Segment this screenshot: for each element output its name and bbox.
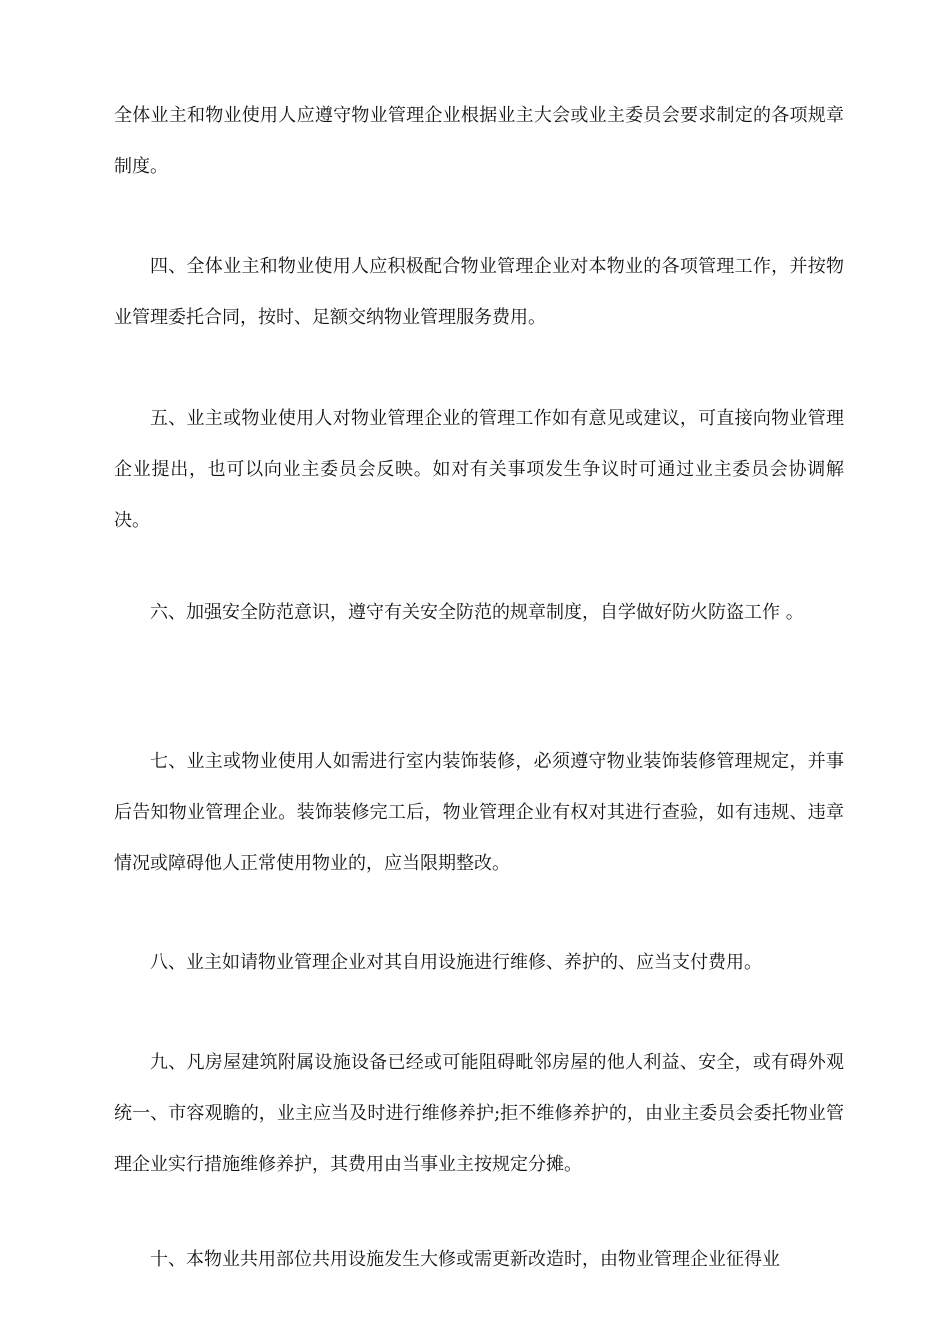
paragraph-item-7: 七、业主或物业使用人如需进行室内装饰装修，必须遵守物业装饰装修管理规定，并事后告知物业管理企业。装饰装修完工后，物业管理企业有权对其进行查验，如有违规、违章情况或障碍他人正常使用物业的，应当限期整改。 [114,751,844,874]
paragraph-item-9: 九、凡房屋建筑附属设施设备已经或可能阻碍毗邻房屋的他人利益、安全，或有碍外观统一、市容观瞻的，业主应当及时进行维修养护;拒不维修养护的，由业主委员会委托物业管理企业实行措施维修养护，其费用由当事业主按规定分摊。 [114,1052,844,1175]
paragraph-item-8: 八、业主如请物业管理企业对其自用设施进行维修、养护的、应当支付费用。 [150,952,762,973]
paragraph-item-6: 六、加强安全防范意识，遵守有关安全防范的规章制度，自学做好防火防盗工作 。 [150,602,804,623]
paragraph-rules-continuation: 全体业主和物业使用人应遵守物业管理企业根据业主大会或业主委员会要求制定的各项规章制度。 [114,105,844,177]
paragraph-item-4: 四、全体业主和物业使用人应积极配合物业管理企业对本物业的各项管理工作，并按物业管理委托合同，按时、足额交纳物业管理服务费用。 [114,256,844,328]
paragraph-item-5: 五、业主或物业使用人对物业管理企业的管理工作如有意见或建议，可直接向物业管理企业提出，也可以向业主委员会反映。如对有关事项发生争议时可通过业主委员会协调解决。 [114,408,844,531]
paragraph-item-10: 十、本物业共用部位共用设施发生大修或需更新改造时，由物业管理企业征得业 [150,1249,780,1270]
